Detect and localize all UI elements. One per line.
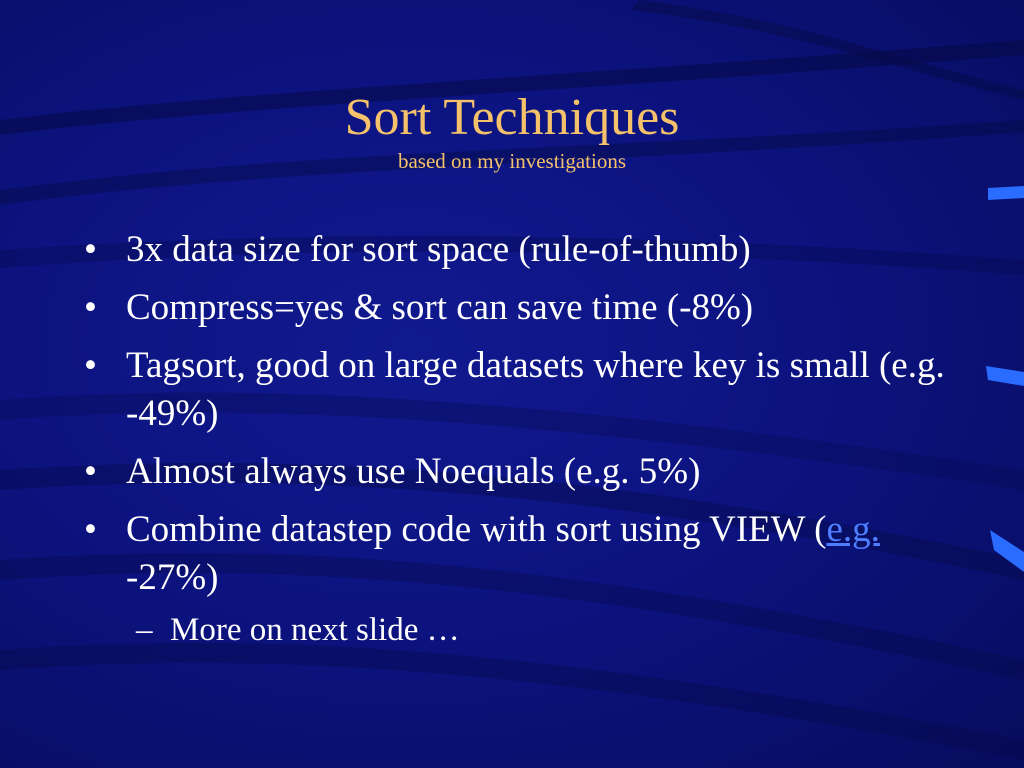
sub-bullet-marker: –: [136, 612, 153, 648]
bullet-item: [84, 284, 954, 332]
bullet-marker: •: [84, 345, 97, 386]
bullet-text: Tagsort, good on large datasets where key is small (e.g. -49%): [126, 345, 945, 434]
bullet-marker: •: [84, 287, 97, 328]
bullet-item: [84, 226, 954, 274]
slide-subtitle: based on my investigations: [397, 149, 627, 173]
title-block: [0, 88, 1024, 174]
bullet-text-before-link: Combine datastep code with sort using VIEW (: [126, 509, 827, 550]
bullet-text: Almost always use Noequals (e.g. 5%): [126, 451, 701, 492]
bullet-marker: •: [84, 509, 97, 550]
bullet-marker: •: [84, 451, 97, 492]
slide-title: Sort Techniques: [344, 89, 680, 146]
bullet-list: [84, 226, 954, 652]
bullet-item: [84, 342, 954, 438]
bullet-item: [84, 448, 954, 496]
bullet-text-after-link: -27%): [126, 557, 219, 598]
bullet-text: 3x data size for sort space (rule-of-thumb): [126, 229, 751, 270]
example-link[interactable]: e.g.: [826, 509, 880, 550]
bullet-text: [126, 506, 954, 602]
sub-bullet-text: More on next slide …: [170, 612, 460, 648]
bullet-marker: •: [84, 229, 97, 270]
accent-stripes: [986, 186, 1024, 572]
bullet-item: [84, 506, 954, 602]
sub-bullet-item: [136, 608, 954, 652]
bullet-text: Compress=yes & sort can save time (-8%): [126, 287, 754, 328]
